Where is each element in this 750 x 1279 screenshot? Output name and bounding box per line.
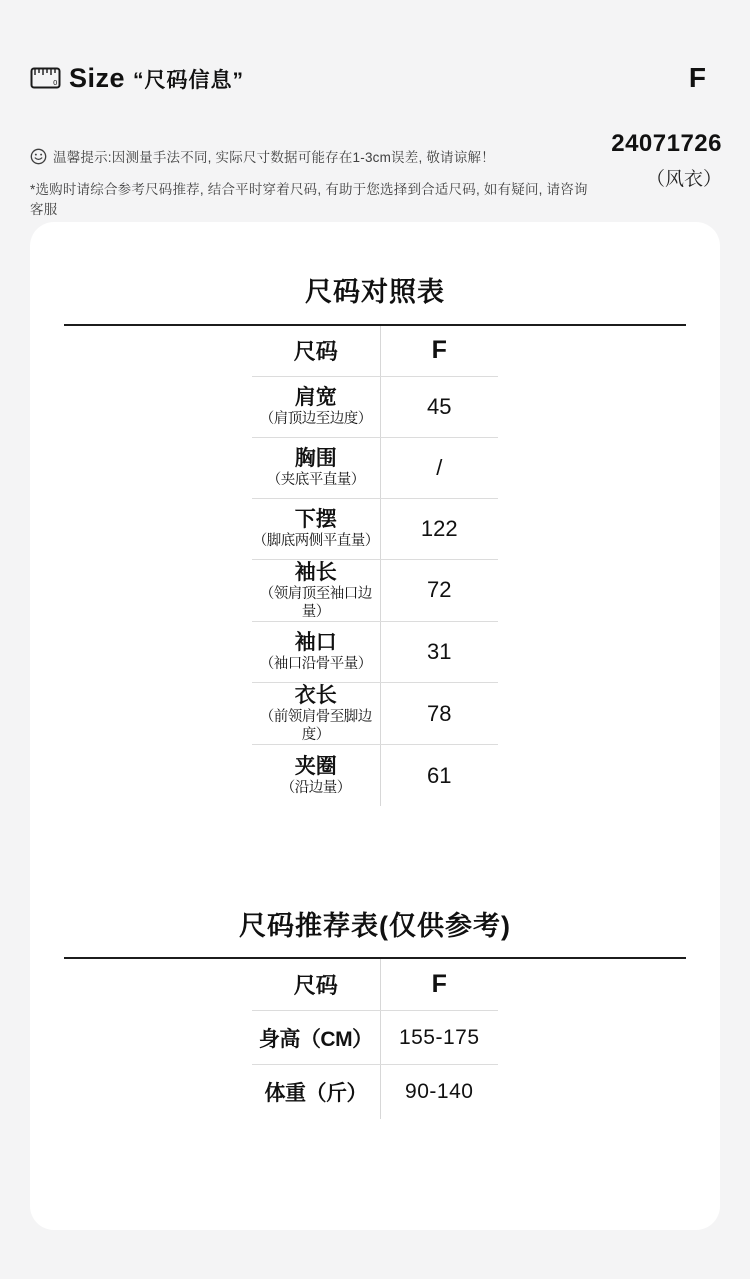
row-sublabel: （肩顶边至边度）: [259, 411, 372, 428]
table-row: [252, 559, 498, 621]
row-value: /: [380, 437, 498, 498]
row-value: 90-140: [405, 1080, 474, 1104]
row-label: 肩宽: [294, 385, 337, 409]
row-label: 夹圈: [294, 754, 337, 778]
row-label: 袖口: [294, 631, 337, 655]
row-sublabel: （领肩顶至袖口边量）: [259, 585, 372, 620]
svg-text:0: 0: [53, 79, 58, 87]
row-label: 下摆: [294, 507, 337, 531]
row-value: 72: [380, 559, 498, 621]
page-header: [30, 60, 720, 96]
product-category: （风衣）: [645, 169, 722, 190]
size-chart-header-row: [252, 326, 498, 376]
size-title-cn: “尺码信息”: [133, 69, 245, 92]
row-value: 45: [380, 376, 498, 437]
table-row: [252, 745, 498, 806]
size-chart-title: 尺码对照表: [305, 277, 445, 307]
table-row: [252, 621, 498, 682]
recommend-header-value: F: [380, 959, 498, 1011]
row-sublabel: （沿边量）: [280, 780, 351, 797]
row-value: 31: [380, 621, 498, 682]
row-value: 61: [427, 762, 452, 788]
size-chart-table: [252, 326, 498, 806]
product-code: 24071726: [611, 130, 722, 157]
section-gap: [30, 806, 720, 904]
recommend-header-row: [252, 959, 498, 1011]
recommend-header-label: 尺码: [252, 959, 380, 1011]
table-row: [252, 1065, 498, 1119]
table-row: [252, 498, 498, 559]
size-card: [30, 222, 720, 1230]
table-row: [252, 1011, 498, 1065]
notice-block: [30, 146, 590, 218]
ruler-icon: [30, 67, 61, 89]
size-chart-header-label: 尺码: [252, 326, 380, 376]
row-label: 衣长: [294, 683, 337, 707]
row-label: 胸围: [294, 446, 337, 470]
row-value: 78: [380, 682, 498, 744]
row-value: 155-175: [380, 1011, 498, 1065]
table-row: [252, 437, 498, 498]
row-sublabel: （袖口沿骨平量）: [259, 656, 372, 673]
recommend-chart-table: [252, 959, 498, 1119]
table-row: [252, 376, 498, 437]
smiley-icon: [30, 148, 47, 165]
recommend-chart-title: 尺码推荐表(仅供参考): [239, 910, 511, 941]
row-value: 122: [380, 498, 498, 559]
notice-line2: *选购时请综合参考尺码推荐, 结合平时穿着尺码, 有助于您选择到合适尺码, 如有疑问, 请咨询客服: [30, 182, 588, 217]
row-sublabel: （脚底两侧平直量）: [252, 533, 379, 550]
row-label: 体重（斤）: [252, 1065, 380, 1119]
table-row: [252, 682, 498, 744]
size-value-badge: F: [688, 62, 706, 93]
notice-line1: 温馨提示:因测量手法不同, 实际尺寸数据可能存在1-3cm误差, 敬请谅解！: [53, 150, 495, 165]
product-info: [611, 130, 722, 191]
row-sublabel: （前领肩骨至脚边度）: [259, 709, 372, 744]
size-chart-header-value: F: [380, 326, 498, 376]
row-sublabel: （夹底平直量）: [266, 472, 365, 489]
row-label: 袖长: [294, 560, 337, 584]
size-title-en: Size: [69, 62, 126, 93]
row-label: 身高（CM）: [252, 1011, 380, 1065]
